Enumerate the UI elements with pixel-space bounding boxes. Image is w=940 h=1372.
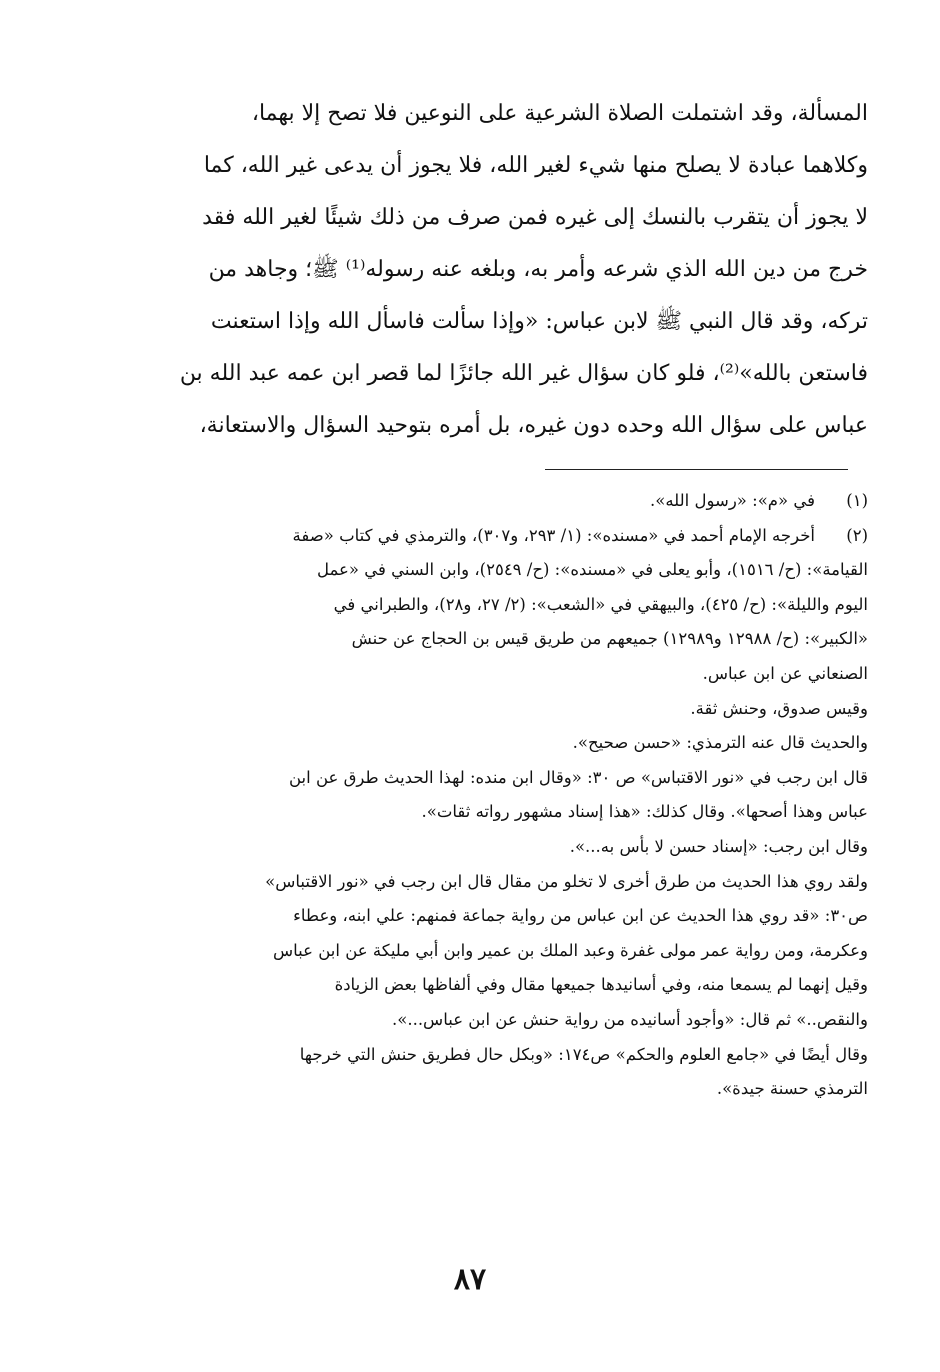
main-text-line: وكلاهما عبادة لا يصلح منها شيء لغير الله، فلا يجوز أن يدعى غير الله، كما [203,153,868,178]
footnote-line: والنقص..» ثم قال: «وأجود أسانيده من رواية حنش عن ابن عباس...». [391,1009,868,1029]
footnote-line: وقيل إنهما لم يسمعا منه، وفي أسانيدها جميعها مقال وفي ألفاظها بعض الزيادة [334,975,868,995]
footnote-number: (٢) [846,525,868,545]
footnote-number: (١) [846,491,868,510]
main-text-line: فاستعن بالله»⁽²⁾، فلو كان سؤال غير الله جائزًا لما قصر ابن عمه عبد الله بن [179,361,868,386]
footnote-line: وعكرمة، ومن رواية عمر مولى غفرة وعبد الملك بن عمير وابن أبي مليكة عن ابن عباس [273,940,868,960]
main-text-block [150,88,868,452]
footnote-line: «الكبير»: (ح/ ١٢٩٨٨ و١٢٩٨٩) جميعهم من طريق قيس بن الحجاج عن حنش [351,629,868,649]
footnote-text: أخرجه الإمام أحمد في «مسنده»: (١/ ٢٩٣، و٣٠٧)، والترمذي في كتاب «صفة [292,525,815,545]
footnote-1 [150,484,868,519]
footnote-line: الترمذي حسنة جيدة». [716,1079,868,1099]
footnote-line: ولقد روي هذا الحديث من طرق أخرى لا تخلو من مقال قال ابن رجب في «نور الاقتباس» [265,871,868,891]
main-text-line: عباس على سؤال الله وحده دون غيره، بل أمره بتوحيد السؤال والاستعانة، [199,413,868,438]
footnote-separator [545,469,848,470]
footnote-line: وقيس صدوق، وحنش ثقة. [690,698,868,718]
footnote-line: الصنعاني عن ابن عباس. [702,663,868,683]
main-text-line: خرج من دين الله الذي شرعه وأمر به، وبلغه عنه رسوله⁽¹⁾ ﷺ؛ وجاهد من [208,257,868,282]
footnote-line: ص٣٠: «قد روي هذا الحديث عن ابن عباس من رواية جماعة فمنهم: علي ابنه، وعطاء [293,906,868,926]
footnote-line: والحديث قال عنه الترمذي: «حسن صحيح». [572,733,868,753]
footnote-line: قال ابن رجب في «نور الاقتباس» ص ٣٠: «وقال ابن منده: لهذا الحديث طرق عن ابن [288,767,868,787]
main-text-line: المسألة، وقد اشتملت الصلاة الشرعية على النوعين فلا تصح إلا بهما، [251,101,868,126]
main-text-line: تركه، وقد قال النبي ﷺ لابن عباس: «وإذا سألت فاسأل الله وإذا استعنت [210,309,868,334]
footnote-line: اليوم والليلة»: (ح/ ٤٢٥)، والبيهقي في «الشعب»: (٢/ ٢٧، و٢٨)، والطبراني في [333,594,868,614]
footnote-line: القيامة»: (ح/ ١٥١٦)، وأبو يعلى في «مسنده»: (ح/ ٢٥٤٩)، وابن السني في «عمل [316,560,868,580]
footnote-line: عباس وهذا أصحها». وقال كذلك: «هذا إسناد مشهور رواته ثقات». [421,802,868,822]
footnotes-block [150,484,868,1107]
footnote-text: في «م»: «رسول الله». [650,491,815,510]
page-number: ٨٧ [453,1262,487,1297]
footnote-line: وقال ابن رجب: «إسناد حسن لا بأس به...». [569,836,868,856]
footnote-line: وقال أيضًا في «جامع العلوم والحكم» ص١٧٤: «وبكل حال فطريق حنش التي خرجها [299,1044,868,1064]
footnote-2 [150,519,868,554]
main-text-line: لا يجوز أن يتقرب بالنسك إلى غيره فمن صرف من ذلك شيئًا لغير الله فقد [202,205,868,230]
